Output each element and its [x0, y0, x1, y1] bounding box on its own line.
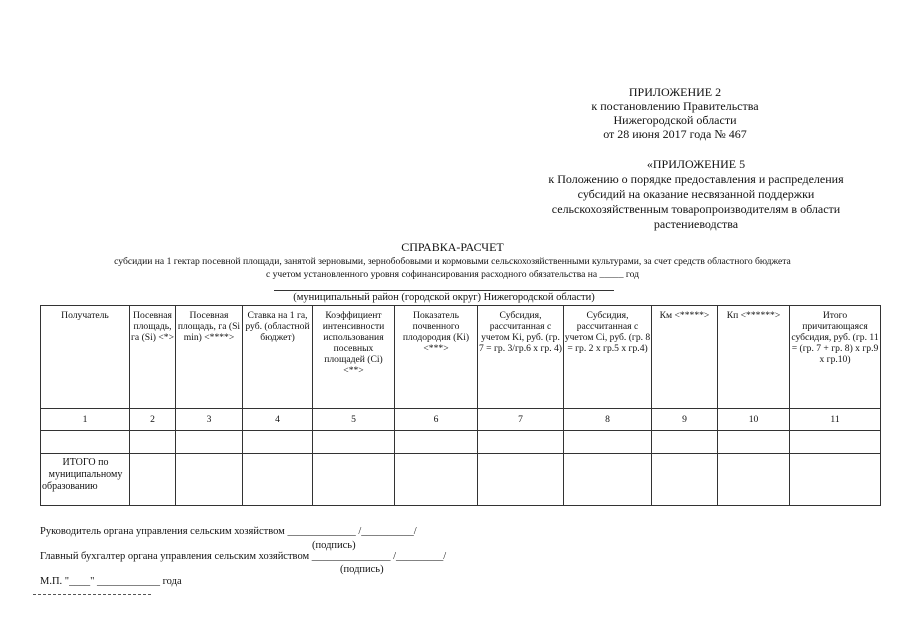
table-cell	[243, 454, 313, 506]
table-cell	[652, 431, 718, 454]
appendix-5-line: сельскохозяйственным товаропроизводителям в области	[551, 202, 841, 216]
accountant-signature-caption: (подпись)	[340, 564, 384, 575]
column-number: 4	[243, 409, 313, 431]
table-cell	[41, 431, 130, 454]
header-cell-subsidy-ki: Субсидия, рассчитанная с учетом Ki, руб. (гр. 7 = гр. 3/гр.6 x гр. 4)	[478, 306, 564, 409]
table-cell	[718, 431, 790, 454]
header-cell-subsidy-ci: Субсидия, рассчитанная с учетом Ci, руб. (гр. 8 = гр. 2 x гр.5 x гр.4)	[564, 306, 652, 409]
header-cell-coefficient-ci: Коэффициент интенсивности использования посевных площадей (Ci) <**>	[313, 306, 395, 409]
table-cell	[243, 431, 313, 454]
column-number: 3	[176, 409, 243, 431]
table-cell	[176, 454, 243, 506]
table-cell	[652, 454, 718, 506]
stamp-date-line: М.П. "____" ____________ года	[40, 576, 182, 587]
head-signature-line: Руководитель органа управления сельским хозяйством _____________ /__________/	[40, 526, 417, 537]
table-cell	[395, 431, 478, 454]
table-row	[41, 431, 881, 454]
table-cell	[313, 431, 395, 454]
column-number: 9	[652, 409, 718, 431]
table-cell	[478, 454, 564, 506]
column-number: 11	[790, 409, 881, 431]
column-number: 1	[41, 409, 130, 431]
column-number: 7	[478, 409, 564, 431]
table-cell	[130, 454, 176, 506]
header-cell-area-si: Посевная площадь, га (Si) <*>	[130, 306, 176, 409]
table-cell	[395, 454, 478, 506]
appendix-5-title: «ПРИЛОЖЕНИЕ 5	[646, 157, 746, 171]
subtitle-line-2: с учетом установленного уровня софинансирования расходного обязательства на _____ год	[265, 269, 640, 280]
header-cell-area-si-min: Посевная площадь, га (Si min) <****>	[176, 306, 243, 409]
table-cell	[130, 431, 176, 454]
appendix-5-line: растениеводства	[653, 217, 739, 231]
footnote-divider	[33, 594, 151, 595]
table-cell	[313, 454, 395, 506]
accountant-signature-line: Главный бухгалтер органа управления сельским хозяйством _______________ /_________/	[40, 551, 447, 562]
document-subtitle	[0, 255, 905, 281]
appendix-2-title: ПРИЛОЖЕНИЕ 2	[628, 85, 722, 99]
appendix-5-line: к Положению о порядке предоставления и распределения	[548, 172, 844, 186]
appendix-5-block	[506, 157, 886, 232]
appendix-2-date: от 28 июня 2017 года № 467	[603, 127, 747, 141]
header-cell-total: Итого причитающаяся субсидия, руб. (гр. 11 = (гр. 7 + гр. 8) x гр.9 x гр.10)	[790, 306, 881, 409]
district-caption: (муниципальный район (городской округ) Нижегородской области)	[274, 290, 614, 304]
column-number: 5	[313, 409, 395, 431]
table-cell	[478, 431, 564, 454]
column-number-row	[41, 409, 881, 431]
column-number: 10	[718, 409, 790, 431]
subtitle-line-1: субсидии на 1 гектар посевной площади, занятой зерновыми, зернобобовыми и кормовыми сельскохозяйственными культурами, за счет средств областного бюджета	[114, 256, 791, 267]
column-number: 6	[395, 409, 478, 431]
table-cell	[564, 454, 652, 506]
calculation-table	[40, 305, 881, 506]
table-cell	[176, 431, 243, 454]
appendix-2-block	[520, 85, 830, 141]
table-cell	[790, 431, 881, 454]
table-cell	[564, 431, 652, 454]
total-label: ИТОГО по муниципальному образованию	[41, 454, 130, 506]
table-cell	[718, 454, 790, 506]
header-row	[41, 306, 881, 409]
appendix-2-line: Нижегородской области	[613, 113, 737, 127]
column-number: 8	[564, 409, 652, 431]
header-cell-kp: Кп <******>	[718, 306, 790, 409]
header-cell-km: Км <*****>	[652, 306, 718, 409]
table-cell	[790, 454, 881, 506]
total-row	[41, 454, 881, 506]
column-number: 2	[130, 409, 176, 431]
head-signature-caption: (подпись)	[312, 540, 356, 551]
header-cell-fertility-ki: Показатель почвенного плодородия (Ki) <***>	[395, 306, 478, 409]
document-title: СПРАВКА-РАСЧЕТ	[401, 240, 504, 254]
header-cell-recipient: Получатель	[41, 306, 130, 409]
header-cell-rate: Ставка на 1 га, руб. (областной бюджет)	[243, 306, 313, 409]
appendix-5-line: субсидий на оказание несвязанной поддержки	[577, 187, 815, 201]
appendix-2-line: к постановлению Правительства	[591, 99, 759, 113]
